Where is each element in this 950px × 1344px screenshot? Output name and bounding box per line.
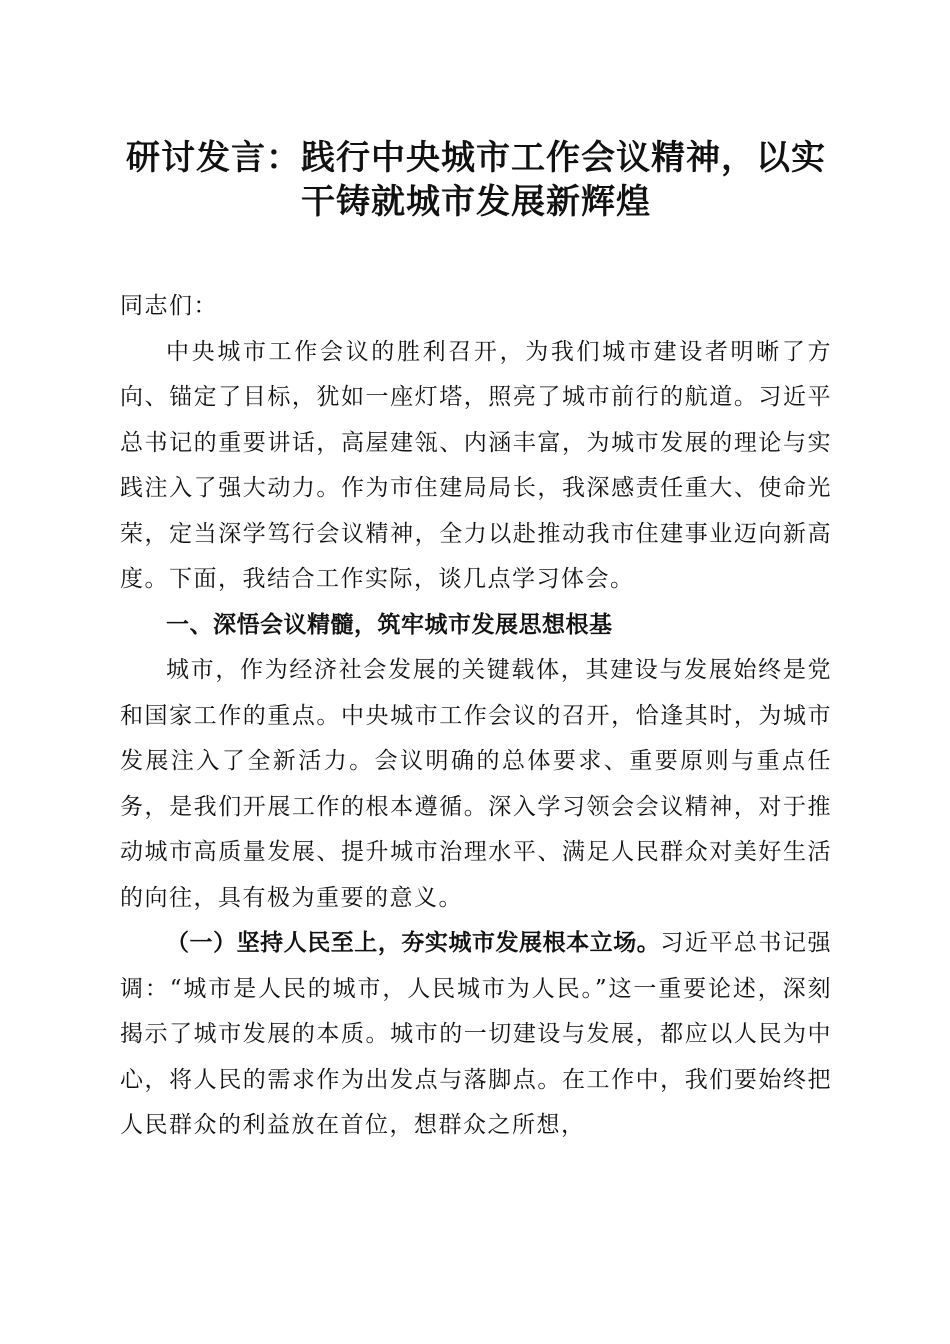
paragraph-intro: 中央城市工作会议的胜利召开，为我们城市建设者明晰了方向、锚定了目标，犹如一座灯塔，照亮了城市前行的航道。习近平总书记的重要讲话，高屋建瓴、内涵丰富，为城市发展的理论与实践注入了强大动力。作为市住建局局长，我深感责任重大、使命光荣，定当深学笃行会议精神，全力以赴推动我市住建事业迈向新高度。下面，我结合工作实际，谈几点学习体会。 <box>120 338 832 592</box>
subsection-heading-1: （一）坚持人民至上，夯实城市发展根本立场。 <box>166 930 661 956</box>
greeting: 同志们： <box>120 293 218 319</box>
paragraph-subsection-1 <box>120 921 832 1149</box>
document-body <box>120 284 832 1149</box>
paragraph-section-1: 城市，作为经济社会发展的关键载体，其建设与发展始终是党和国家工作的重点。中央城市工作会议的召开，恰逢其时，为城市发展注入了全新活力。会议明确的总体要求、重要原则与重点任务，是我们开展工作的根本遵循。深入学习领会会议精神，对于推动城市高质量发展、提升城市治理水平、满足人民群众对美好生活的向往，具有极为重要的意义。 <box>120 657 832 911</box>
title-line-2: 干铸就城市发展新辉煌 <box>301 182 651 222</box>
section-heading-1: 一、深悟会议精髓，筑牢城市发展思想根基 <box>166 611 613 638</box>
title-line-1: 研讨发言：践行中央城市工作会议精神，以实 <box>126 138 826 178</box>
document-title <box>120 136 832 224</box>
subsection-body-1: 习近平总书记强调：“城市是人民的城市，人民城市为人民。”这一重要论述，深刻揭示了城市发展的本质。城市的一切建设与发展，都应以人民为中心，将人民的需求作为出发点与落脚点。在工作中，我们要始终把人民群众的利益放在首位，想群众之所想， <box>120 930 833 1138</box>
document-page <box>120 136 832 1149</box>
